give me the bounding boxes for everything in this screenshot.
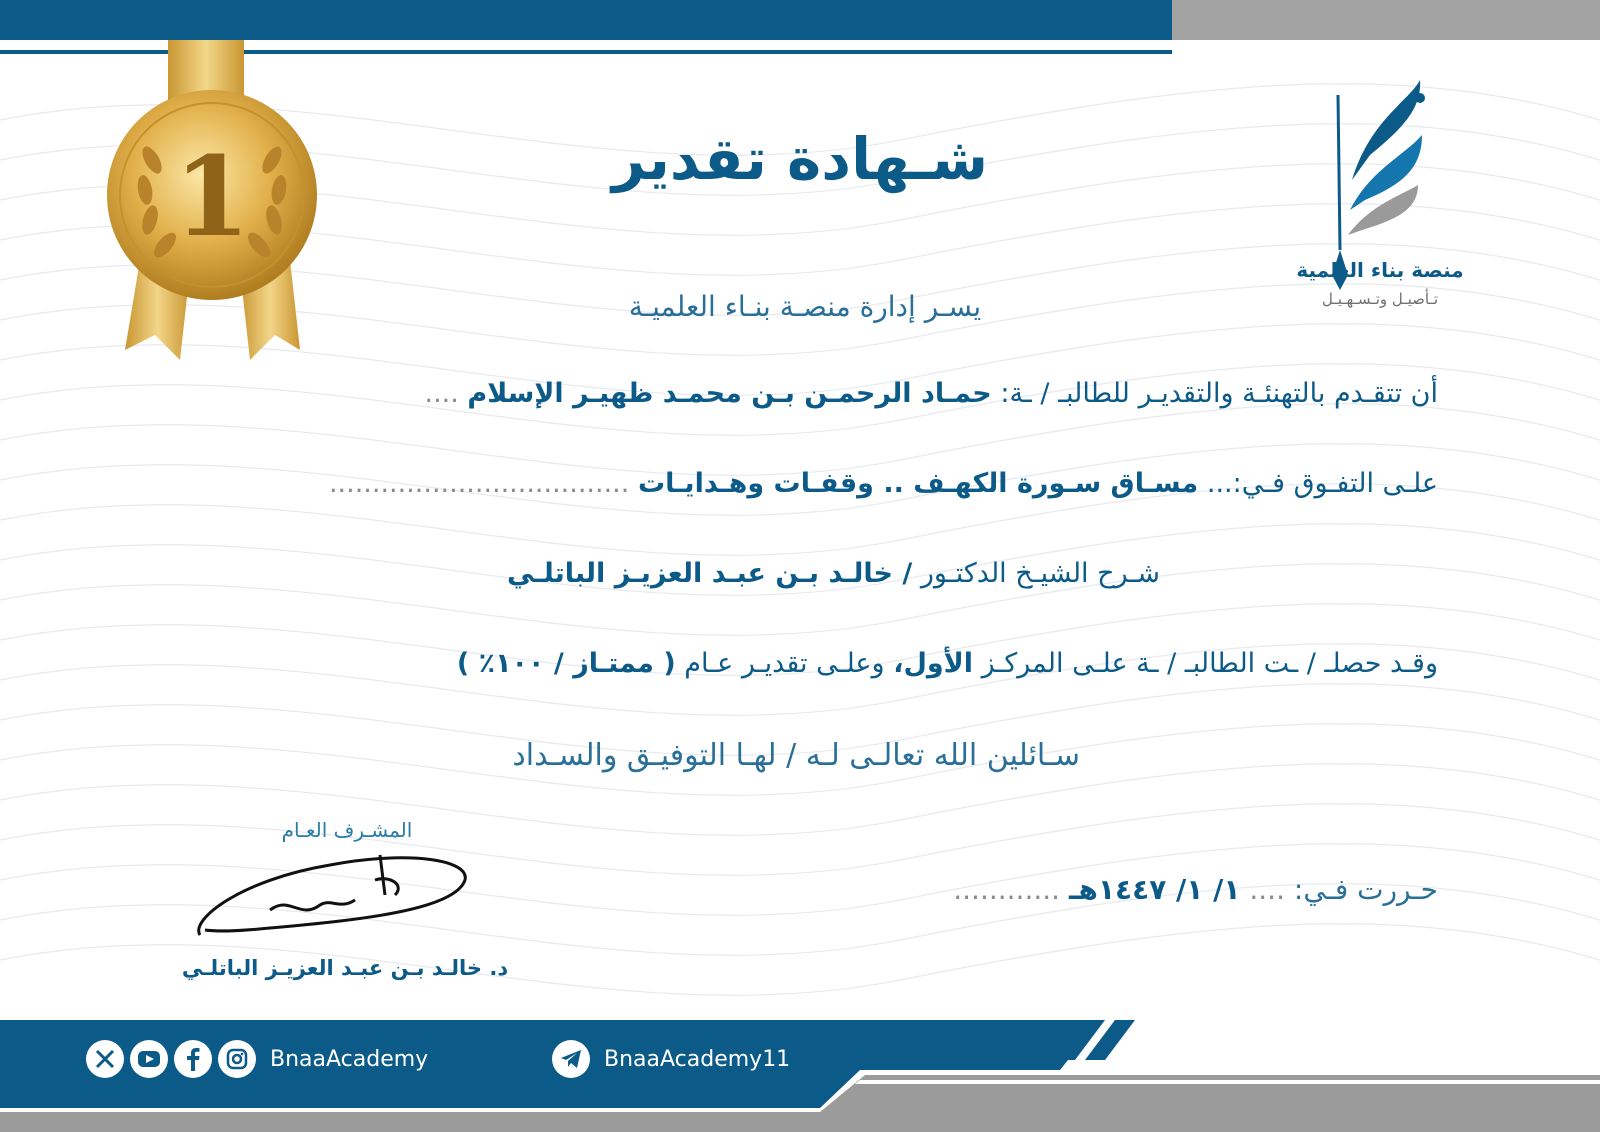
course-name: مسـاق سـورة الكهـف .. وقفـات وهـدايـات — [637, 468, 1199, 499]
date-value: ١/ ١/ ١٤٤٧هـ — [1068, 873, 1241, 906]
social-handle[interactable]: BnaaAcademy — [270, 1046, 429, 1072]
course-line-prefix: علـى التفـوق فـي:... — [1206, 468, 1438, 499]
logo-tagline: تـأصيـل وتـسـهـيـل — [1321, 290, 1439, 308]
grade-value: ( ممتـاز / ١٠٠٪ ) — [456, 648, 676, 679]
rank-line-mid: وعلـى تقديـر عـام — [684, 648, 885, 679]
rank-line-prefix: وقـد حصلـ / ـت الطالبـ / ـة علـى المركـز — [981, 648, 1438, 679]
logo-name: منصة بناء العلمية — [1296, 258, 1464, 282]
telegram-link — [552, 1040, 790, 1078]
student-line-prefix: أن تتقـدم بالتهنئـة والتقديـر للطالبـ / ـة: — [1000, 378, 1438, 409]
facebook-icon[interactable] — [174, 1040, 212, 1078]
rank-line — [457, 648, 1438, 679]
social-links — [86, 1040, 428, 1078]
course-line-dots: ................................... — [328, 468, 630, 499]
gold-medal-icon — [100, 40, 330, 370]
course-line — [329, 468, 1438, 499]
supervisor-name: د. خالـد بـن عبـد العزيـز الباتلـي — [181, 956, 509, 980]
rank-value: الأول، — [893, 648, 974, 679]
certificate-title: شـهادة تقدير — [611, 125, 988, 193]
closing-line: سـائلين الله تعالـى لـه / لهـا التوفيـق والسـداد — [512, 738, 1080, 773]
student-line — [424, 378, 1438, 409]
sheikh-name: / خالـد بـن عبـد العزيـز الباتلـي — [507, 558, 913, 589]
top-bar-gray — [1172, 0, 1600, 40]
date-dots-after: ............ — [953, 873, 1061, 906]
youtube-icon[interactable] — [130, 1040, 168, 1078]
signature-image — [180, 840, 480, 960]
instagram-icon[interactable] — [218, 1040, 256, 1078]
telegram-handle[interactable]: BnaaAcademy11 — [604, 1046, 791, 1072]
student-line-dots: .... — [424, 378, 459, 409]
date-line — [953, 873, 1438, 906]
x-icon[interactable] — [86, 1040, 124, 1078]
sheikh-line-prefix: شـرح الشيـخ الدكتـور — [920, 558, 1160, 589]
medal-number: 1 — [173, 132, 251, 261]
date-label: حـررت فـي: — [1293, 873, 1438, 906]
sheikh-line — [507, 558, 1160, 589]
intro-line: يسـر إدارة منصـة بنـاء العلميـة — [628, 290, 982, 323]
top-bar-blue — [0, 0, 1172, 40]
student-name: حمـاد الرحمـن بـن محمـد ظهيـر الإسلام — [467, 378, 992, 409]
telegram-icon[interactable] — [552, 1040, 590, 1078]
supervisor-title: المشـرف العـام — [281, 818, 413, 842]
date-dots-before: .... — [1249, 873, 1285, 906]
